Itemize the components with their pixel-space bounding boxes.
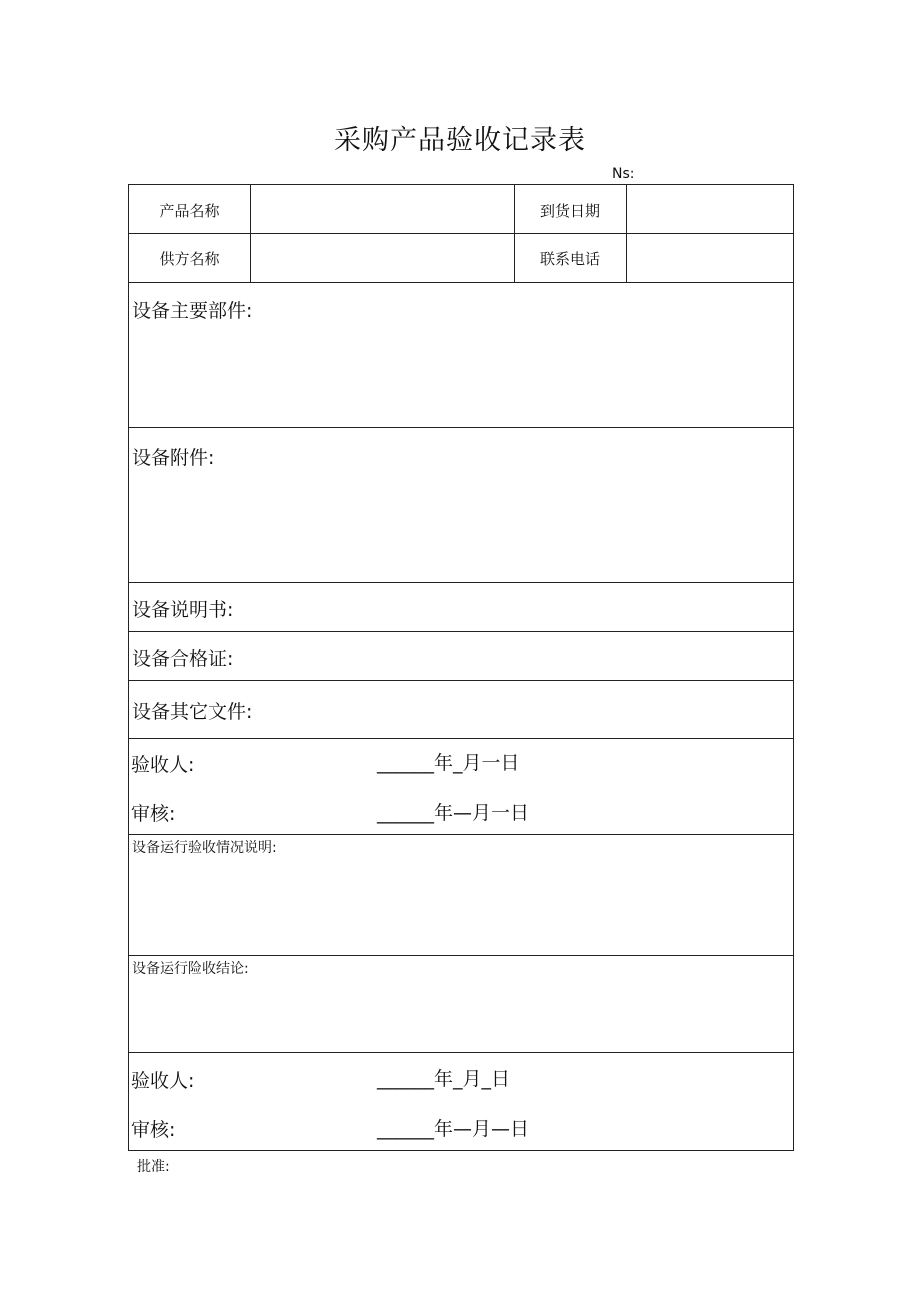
accessories-label: 设备附件: xyxy=(132,447,215,469)
manual-label: 设备说明书: xyxy=(132,599,234,621)
operation-conclusion-label: 设备运行险收结论: xyxy=(132,961,249,977)
row-divider xyxy=(129,582,793,583)
acceptor-date: ______年_月_日 xyxy=(377,1068,511,1090)
reviewer-date: ______年—月一日 xyxy=(377,802,530,824)
row-divider xyxy=(129,282,793,283)
row-divider xyxy=(129,834,793,835)
row-divider xyxy=(129,680,793,681)
acceptor-date: ______年_月一日 xyxy=(377,752,520,774)
row-divider xyxy=(129,955,793,956)
contact-phone-field[interactable] xyxy=(627,234,793,281)
arrival-date-field[interactable] xyxy=(627,186,793,232)
row-divider xyxy=(129,738,793,739)
arrival-date-label: 到货日期 xyxy=(539,202,600,220)
document-number-label: Ns: xyxy=(612,166,635,182)
reviewer-label: 审核: xyxy=(131,1119,176,1141)
acceptor-label: 验收人: xyxy=(131,1070,195,1092)
supplier-name-label: 供方名称 xyxy=(159,250,220,268)
acceptor-label: 验收人: xyxy=(131,754,195,776)
approval-label: 批准: xyxy=(137,1159,170,1175)
page-title: 采购产品验收记录表 xyxy=(334,125,586,156)
row-divider xyxy=(129,1052,793,1053)
product-name-label: 产品名称 xyxy=(159,202,220,220)
other-docs-label: 设备其它文件: xyxy=(132,701,253,723)
operation-description-label: 设备运行验收情况说明: xyxy=(132,840,277,856)
row-divider xyxy=(129,631,793,632)
reviewer-date: ______年—月—日 xyxy=(377,1118,530,1140)
reviewer-label: 审核: xyxy=(131,803,176,825)
main-parts-label: 设备主要部件: xyxy=(132,300,253,322)
acceptance-form xyxy=(128,184,794,1151)
contact-phone-label: 联系电话 xyxy=(539,250,600,268)
certificate-label: 设备合格证: xyxy=(132,648,234,670)
supplier-name-field[interactable] xyxy=(251,234,513,281)
product-name-field[interactable] xyxy=(251,186,513,232)
row-divider xyxy=(129,427,793,428)
